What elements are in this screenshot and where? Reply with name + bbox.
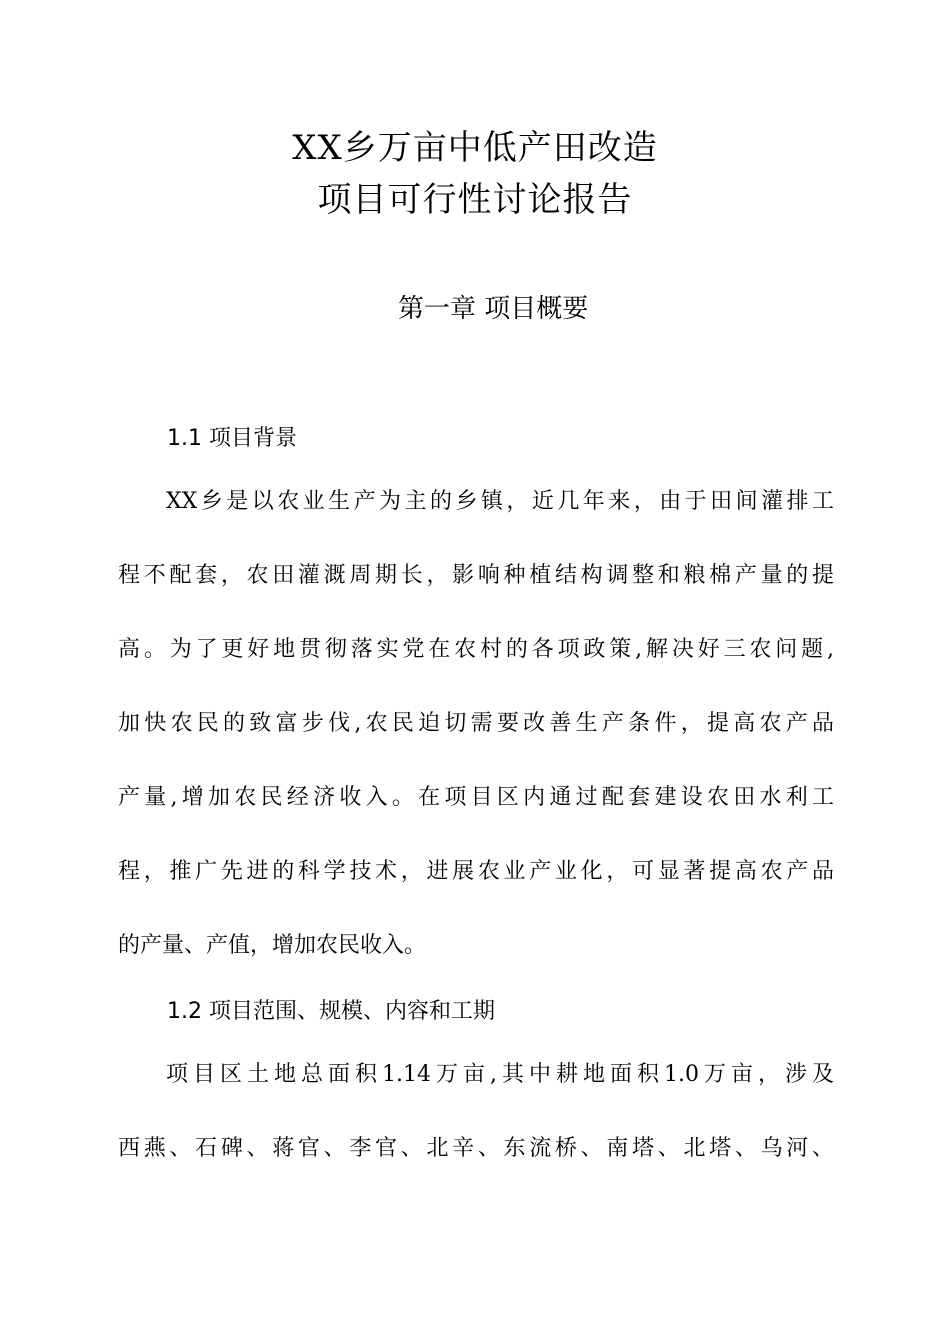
paragraph-line: 高。为了更好地贯彻落实党在农村的各项政策,解决好三农问题, — [118, 637, 834, 662]
section-heading-1-1: 1.1 项目背景 — [167, 426, 297, 451]
paragraph-line: 产量,增加农民经济收入。在项目区内通过配套建设农田水利工 — [118, 785, 834, 810]
paragraph-line: 西燕、石碑、蒋官、李官、北辛、东流桥、南塔、北塔、乌河、 — [118, 1136, 834, 1161]
section-heading-1-2: 1.2 项目范围、规模、内容和工期 — [167, 999, 495, 1024]
paragraph-line: 的产量、产值，增加农民收入。 — [118, 933, 427, 958]
paragraph-line: 加快农民的致富步伐,农民迫切需要改善生产条件，提高农产品 — [118, 711, 834, 736]
paragraph-line: XX乡是以农业生产为主的乡镇，近几年来，由于田间灌排工 — [166, 489, 834, 514]
document-title-line-1: XX乡万亩中低产田改造 — [292, 128, 658, 168]
document-title-line-2: 项目可行性讨论报告 — [317, 180, 633, 220]
chapter-heading: 第一章 项目概要 — [398, 294, 589, 324]
paragraph-line: 程，推广先进的科学技术，进展农业产业化，可显著提高农产品 — [118, 859, 834, 884]
paragraph-line: 项目区土地总面积1.14万亩,其中耕地面积1.0万亩，涉及 — [166, 1062, 834, 1087]
paragraph-line: 程不配套，农田灌溉周期长，影响种植结构调整和粮棉产量的提 — [118, 563, 834, 588]
